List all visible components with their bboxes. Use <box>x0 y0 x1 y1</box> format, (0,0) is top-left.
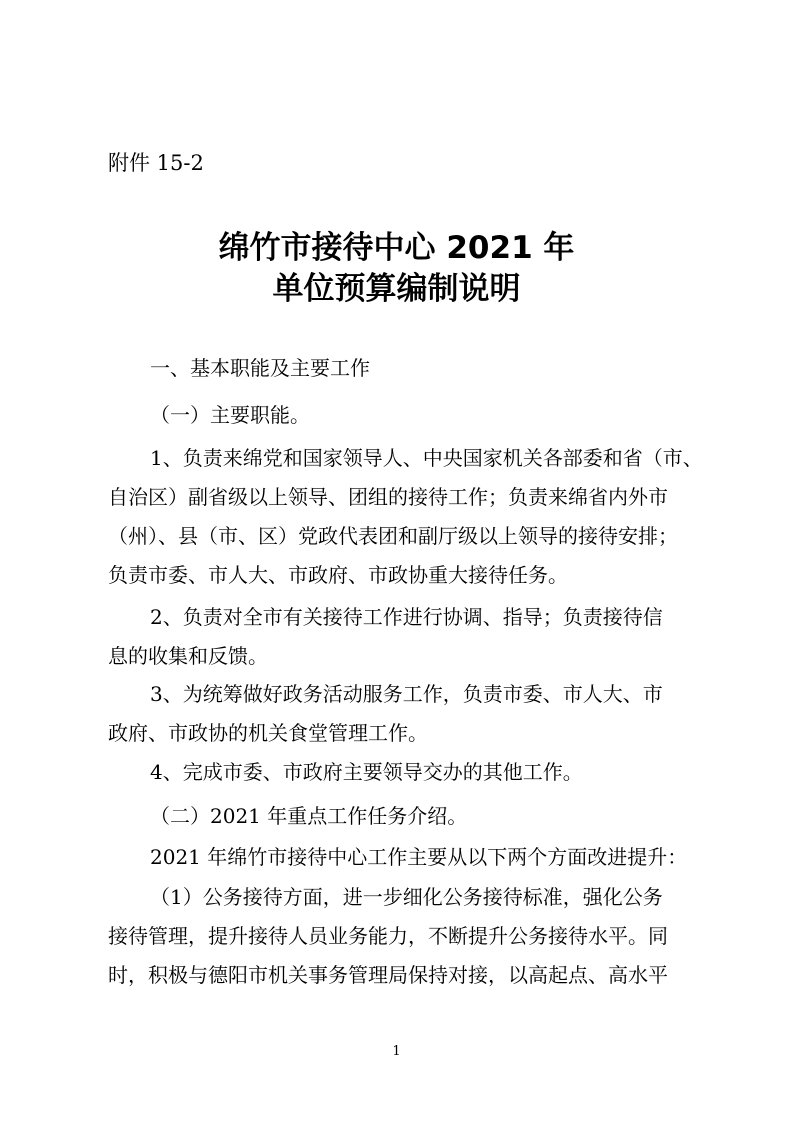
point1-line3: 时，积极与德阳市机关事务管理局保持对接，以高起点、高水平 <box>108 963 668 987</box>
item3-line1: 3、为统筹做好政务活动服务工作，负责市委、市人大、市 <box>150 682 663 706</box>
sub1-heading: （一）主要职能。 <box>150 403 310 427</box>
sub2-intro: 2021 年绵竹市接待中心工作主要从以下两个方面改进提升： <box>150 845 688 869</box>
item1-line2: 自治区）副省级以上领导、团组的接待工作；负责来绵省内外市 <box>108 485 668 509</box>
item3-line2: 政府、市政协的机关食堂管理工作。 <box>108 721 428 745</box>
point1-line2: 接待管理，提升接待人员业务能力，不断提升公务接待水平。同 <box>108 924 668 948</box>
item1-line3: （州）、县（市、区）党政代表团和副厅级以上领导的接待安排； <box>108 524 678 548</box>
item4-line1: 4、完成市委、市政府主要领导交办的其他工作。 <box>150 760 583 784</box>
document-title-line1: 绵竹市接待中心 2021 年 <box>218 230 575 266</box>
sub2-heading: （二）2021 年重点工作任务介绍。 <box>150 804 468 828</box>
attachment-label: 附件 15-2 <box>108 151 204 175</box>
item2-line2: 息的收集和反馈。 <box>108 644 268 668</box>
item1-line1: 1、负责来绵党和国家领导人、中央国家机关各部委和省（市、 <box>150 446 703 470</box>
item1-line4: 负责市委、市人大、市政府、市政协重大接待任务。 <box>108 563 568 587</box>
page-number: 1 <box>392 1044 401 1059</box>
point1-line1: （1）公务接待方面，进一步细化公务接待标准，强化公务 <box>150 885 663 909</box>
document-title-line2: 单位预算编制说明 <box>272 271 521 307</box>
item2-line1: 2、负责对全市有关接待工作进行协调、指导；负责接待信 <box>150 605 663 629</box>
section1-heading: 一、基本职能及主要工作 <box>150 356 370 380</box>
